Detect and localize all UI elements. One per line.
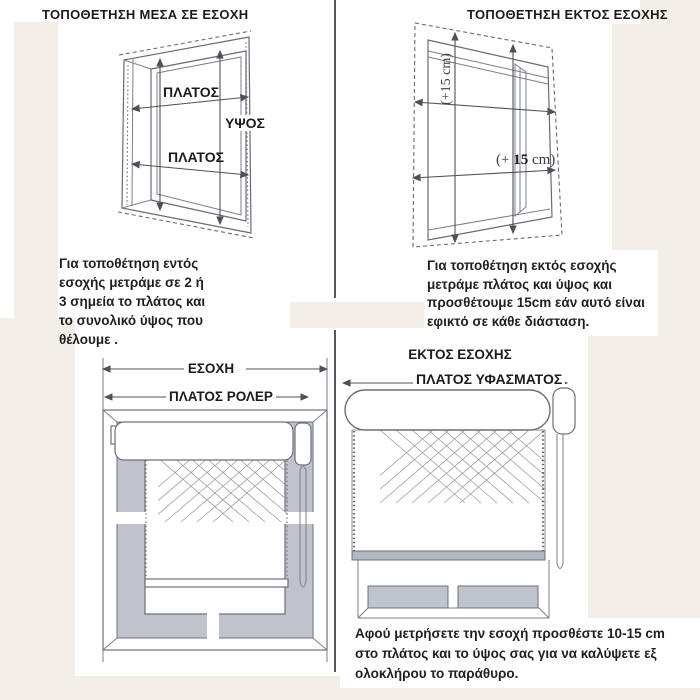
note-line: εφικτό σε κάθε διάσταση. [427, 313, 590, 329]
diagram-window-outside-recess [405, 18, 580, 263]
note-line: θέλουμε . [59, 332, 119, 347]
label-plus15-close: cm) [528, 152, 556, 168]
diagram-window-inside-recess [95, 25, 345, 255]
note-line: προσθέτουμε 15cm εάν αυτό είναι [427, 295, 645, 310]
label-plus15-open: (+ [496, 152, 514, 168]
label-fabric-width: ΠΛΑΤΟΣ ΥΦΑΣΜΑΤΟΣ [413, 371, 565, 387]
label-plus15-vertical: (+15 cm) [439, 53, 454, 105]
title-outside-recess: ΤΟΠΟΘΕΤΗΣΗ ΕΚΤΟΣ ΕΣΟΧΗΣ [467, 7, 668, 22]
note-inside-recess [59, 254, 205, 349]
label-roller-width: ΠΛΑΤΟΣ ΡΟΛΕΡ [166, 389, 276, 404]
note-line: Για τοποθέτηση εντός [59, 256, 199, 271]
note-bottom [355, 624, 665, 684]
title-inside-recess: ΤΟΠΟΘΕΤΗΣΗ ΜΕΣΑ ΣΕ ΕΣΟΧΗ [42, 7, 249, 22]
note-line: Για τοποθέτηση εκτός εσοχής [427, 258, 617, 273]
label-plus15-horizontal [496, 152, 555, 169]
window-behind [358, 560, 549, 618]
left-margin-strip [14, 22, 58, 318]
label-width-top: ΠΛΑΤΟΣ [163, 84, 219, 100]
measure-arrows [132, 51, 248, 224]
window-outline [118, 31, 254, 238]
note-line: στο πλάτος και το ύψος σας για να καλύψετε εξ [355, 646, 657, 661]
note-line: μετράμε πλάτος και ύψος και [427, 276, 612, 292]
note-line: ολοκλήρου το παράθυρο. [355, 666, 519, 681]
label-plus15-num: 15 [513, 152, 529, 168]
note-line: 3 σημεία το πλάτος και [59, 294, 206, 309]
diagram-roller-outside-recess [340, 348, 600, 628]
label-outside-recess-heading: ΕΚΤΟΣ ΕΣΟΧΗΣ [408, 347, 512, 362]
label-height: ΥΨΟΣ [222, 115, 268, 131]
label-recess: ΕΣΟΧΗ [187, 361, 235, 376]
note-line: Αφού μετρήσετε την εσοχή προσθέστε 10-15 cm [355, 626, 665, 641]
roller-blind [345, 388, 593, 569]
label-width-bottom: ΠΛΑΤΟΣ [168, 149, 224, 165]
middle-band [290, 302, 424, 328]
note-line: το συνολικό ύψος που [59, 313, 203, 328]
note-outside-recess [427, 257, 645, 331]
note-line: εσοχής μετράμε σε 2 ή [59, 275, 204, 290]
window-outline [413, 23, 562, 247]
